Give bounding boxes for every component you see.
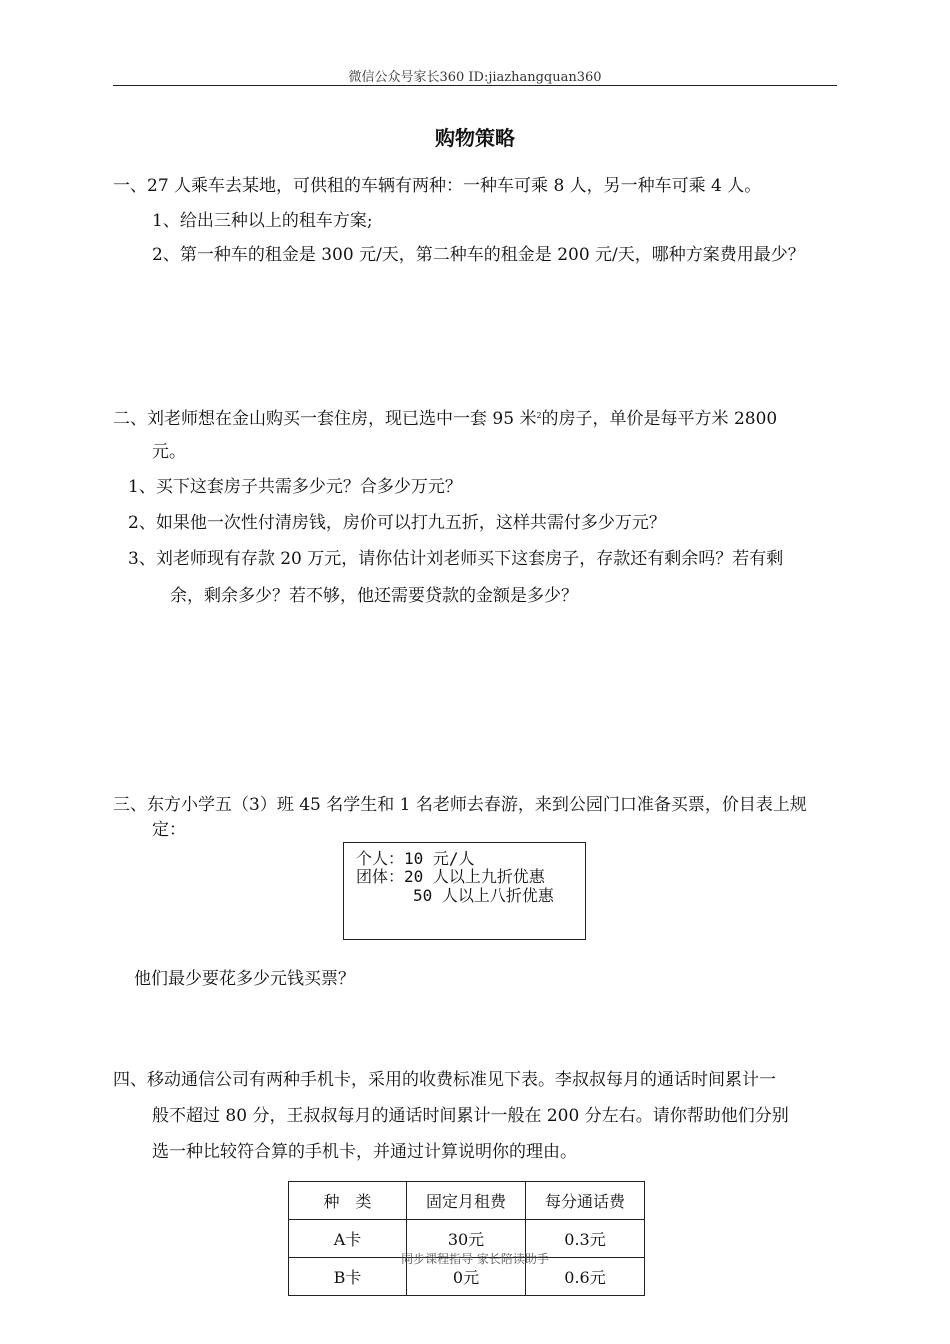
page-footer: 同步课程指导 家长陪读助手 — [401, 1252, 549, 1266]
q2-sub3: 3、刘老师现有存款 20 万元，请你估计刘老师买下这套房子，存款还有剩余吗？若有剩 — [128, 549, 784, 569]
q4-stem-cont1: 般不超过 80 分，王叔叔每月的通话时间累计一般在 200 分左右。请你帮助他们分别 — [152, 1106, 789, 1126]
header-rule — [113, 85, 837, 86]
q3-stem: 三、东方小学五（3）班 45 名学生和 1 名老师去春游，来到公园门口准备买票，价目表上规 — [113, 795, 807, 815]
cell-card-type: B卡 — [289, 1258, 407, 1296]
cell-per-minute-fee: 0.6元 — [526, 1258, 645, 1296]
header-per-minute-fee: 每分通话费 — [526, 1182, 645, 1220]
cell-card-type: A卡 — [289, 1220, 407, 1258]
header-type: 种 类 — [289, 1182, 407, 1220]
q1-sub2: 2、第一种车的租金是 300 元/天，第二种车的租金是 200 元/天，哪种方案费用最少？ — [152, 245, 805, 265]
q2-stem-superscript: 2 — [536, 411, 542, 420]
price-group-50: 50 人以上八折优惠 — [413, 886, 554, 905]
q2-stem-cont: 元。 — [152, 442, 186, 462]
q1-stem: 一、27 人乘车去某地，可供租的车辆有两种：一种车可乘 8 人，另一种车可乘 4 人。 — [113, 176, 762, 196]
q1-sub1: 1、给出三种以上的租车方案; — [152, 211, 373, 231]
price-individual: 个人：10 元/人 — [356, 849, 475, 868]
price-list-box — [343, 842, 586, 940]
table-header-row — [289, 1182, 645, 1220]
header-monthly-fee: 固定月租费 — [407, 1182, 526, 1220]
q2-sub3-cont: 余，剩余多少？若不够，他还需要贷款的金额是多少？ — [170, 586, 578, 606]
page-header: 微信公众号家长360 ID:jiazhangquan360 — [348, 70, 602, 85]
q2-stem-a: 二、刘老师想在金山购买一套住房，现已选中一套 95 米 — [113, 409, 537, 429]
q3-stem-cont: 定： — [152, 820, 186, 840]
cell-monthly-fee: 0元 — [407, 1258, 526, 1296]
q4-stem: 四、移动通信公司有两种手机卡，采用的收费标准见下表。李叔叔每月的通话时间累计一 — [113, 1070, 776, 1090]
q2-sub2: 2、如果他一次性付清房钱，房价可以打九五折，这样共需付多少万元？ — [128, 513, 666, 533]
price-group-20: 团体：20 人以上九折优惠 — [356, 867, 545, 886]
q3-question: 他们最少要花多少元钱买票？ — [134, 969, 355, 989]
cell-monthly-fee: 30元 — [407, 1220, 526, 1258]
page-title: 购物策略 — [435, 126, 515, 150]
card-fee-table — [288, 1181, 645, 1296]
q2-sub1: 1、买下这套房子共需多少元？合多少万元？ — [128, 477, 462, 497]
q4-stem-cont2: 选一种比较符合算的手机卡，并通过计算说明你的理由。 — [152, 1142, 577, 1162]
q2-stem-b: 的房子，单价是每平方米 2800 — [541, 409, 778, 429]
cell-per-minute-fee: 0.3元 — [526, 1220, 645, 1258]
q2-stem — [113, 405, 777, 430]
